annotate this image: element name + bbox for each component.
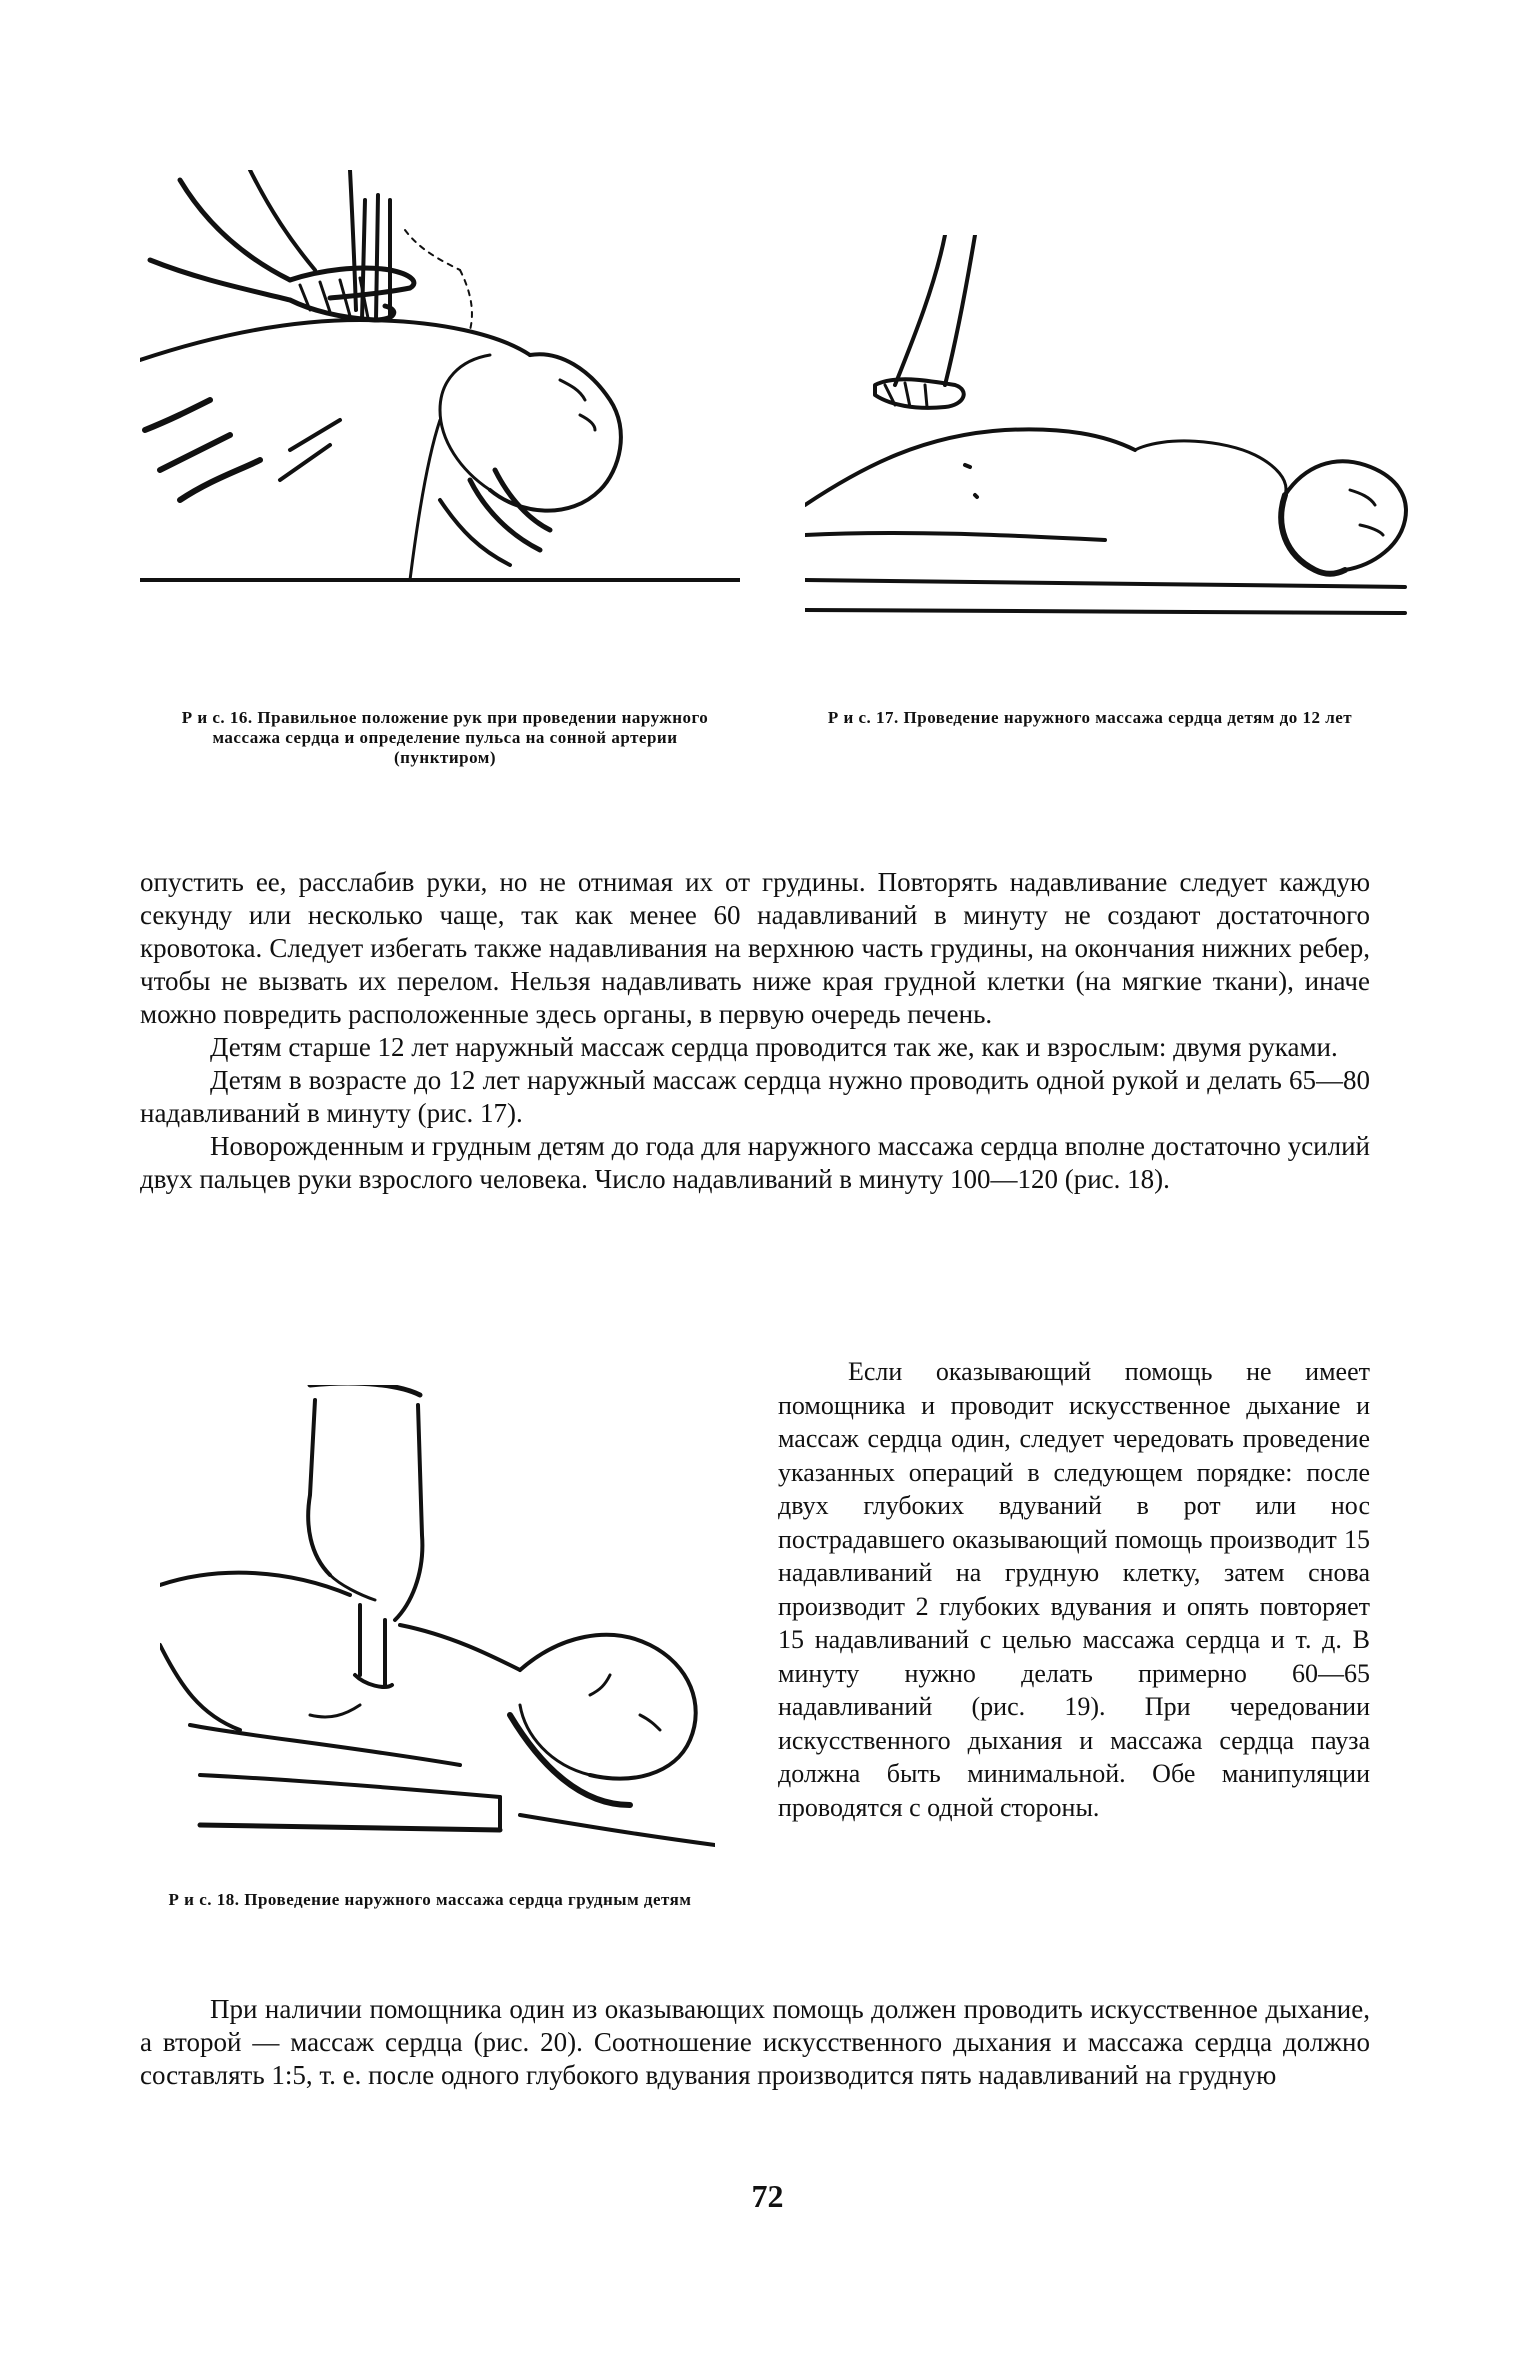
paragraph-6: При наличии помощника один из оказывающих помощь должен проводить искусственное дыхание, а второй — массаж сердца (рис. 20). Соотношение искусственного дыхания и массажа сердца должно составлять 1:5, т. е. после одного глубокого вдувания производится пять надавливаний на грудную: [140, 1994, 1370, 2090]
figure-16-caption: Р и с. 16. Правильное положение рук при проведении наружного массажа сердца и определение пульса на сонной артерии (пунктиром): [181, 708, 709, 767]
figure-16-illustration: [140, 170, 740, 610]
paragraph-1: опустить ее, расслабив руки, но не отнимая их от грудины. Повторять надавливание следует каждую секунду или несколько чаще, так как менее 60 надавливаний в минуту не создают достаточного кровотока. Следует избегать также надавливания на верхнюю часть грудины, на окончания нижних ребер, чтобы не вызвать их перелом. Нельзя надавливать ниже края грудной клетки (на мягкие ткани), иначе можно повредить расположенные здесь органы, в первую очередь печень.: [140, 867, 1370, 1029]
paragraph-5: Если оказывающий помощь не имеет помощника и проводит искусственное дыхание и массаж сердца один, следует чередовать проведение указанных операций в следующем порядке: после двух глубоких вдуваний в рот или нос пострадавшего оказывающий помощь производит 15 надавливаний на грудную клетку, затем снова производит 2 глубоких вдувания и опять повторяет 15 надавливаний с целью массажа сердца и т. д. В минуту нужно делать примерно 60—65 надавливаний (рис. 19). При чередовании искусственного дыхания и массажа сердца пауза должна быть минимальной. Обе манипуляции проводятся с одной стороны.: [778, 1357, 1370, 1822]
main-text-block: [140, 866, 1370, 1196]
figure-18-caption: Р и с. 18. Проведение наружного массажа сердца грудным детям: [168, 1890, 692, 1909]
figure-18-illustration: [160, 1385, 715, 1865]
paragraph-3: Детям в возрасте до 12 лет наружный массаж сердца нужно проводить одной рукой и делать 65—80 надавливаний в минуту (рис. 17).: [140, 1065, 1370, 1128]
page-number: 72: [751, 2178, 784, 2214]
bottom-text-block: [140, 1993, 1370, 2092]
paragraph-4: Новорожденным и грудным детям до года для наружного массажа сердца вполне достаточно усилий двух пальцев руки взрослого человека. Число надавливаний в минуту 100—120 (рис. 18).: [140, 1131, 1370, 1194]
figure-17-illustration: [805, 235, 1425, 630]
paragraph-2: Детям старше 12 лет наружный массаж сердца проводится так же, как и взрослым: двумя руками.: [210, 1032, 1338, 1062]
figure-17-caption: Р и с. 17. Проведение наружного массажа сердца детям до 12 лет: [827, 708, 1353, 727]
side-column-text: [778, 1355, 1370, 1824]
